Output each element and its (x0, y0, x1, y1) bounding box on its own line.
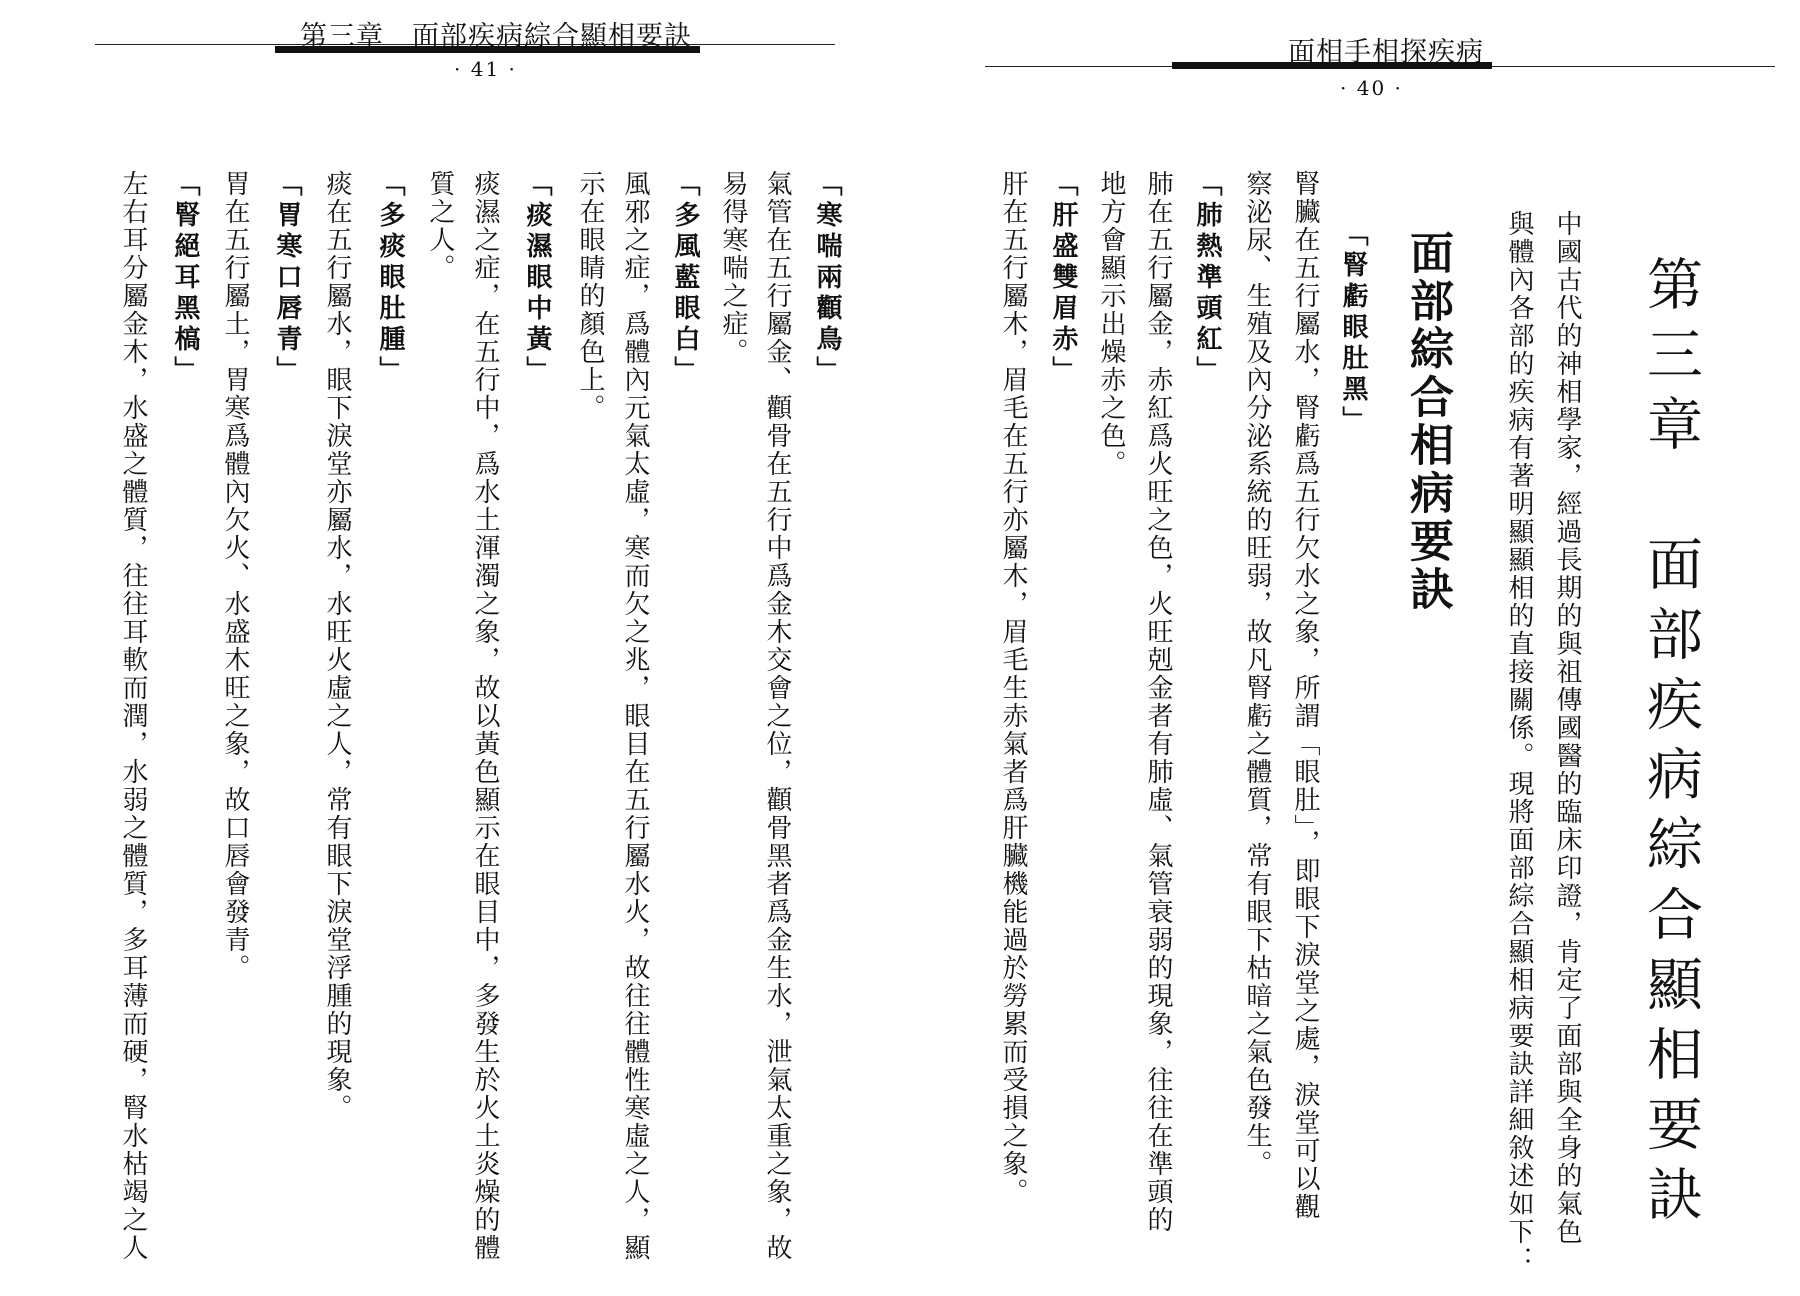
heading-phlegm-eye-swell: 「多痰眼肚腫」 (375, 170, 405, 387)
heading-cold-asthma: 「寒喘兩顴鳥」 (812, 170, 842, 387)
running-header: 面相手相探疾病 (1288, 37, 1484, 68)
chapter-title: 第三章 面部疾病綜合顯相要訣 (1638, 255, 1703, 1235)
right-page (900, 0, 1800, 1296)
heading-kidney-ear-black: 「腎絕耳黑槁」 (170, 170, 200, 387)
intro-text-line: 中國古代的神相學家，經過長期的與祖傳國醫的臨床印證，肯定了面部與全身的氣色 (1552, 210, 1582, 1246)
body-text-line: 氣管在五行屬金、顴骨在五行中爲金木交會之位，顴骨黑者爲金生水，泄氣太重之象，故 (762, 170, 792, 1262)
body-text-line: 痰在五行屬水，眼下淚堂亦屬水，水旺火虛之人，常有眼下淚堂浮腫的現象。 (322, 170, 352, 1122)
body-text-line: 左右耳分屬金木，水盛之體質，往往耳軟而潤，水弱之體質，多耳薄而硬，腎水枯竭之人 (118, 170, 148, 1262)
intro-text-line: 與體內各部的疾病有著明顯顯相的直接關係。現將面部綜合顯相病要訣詳細敘述如下： (1504, 210, 1534, 1274)
body-text-line: 胃在五行屬土，胃寒爲體內欠火、水盛木旺之象，故口唇會發青。 (220, 170, 250, 982)
heading-damp-eye-yellow: 「痰濕眼中黃」 (522, 170, 552, 387)
page-number: · 40 · (1340, 76, 1403, 100)
heading-stomach-lip-blue: 「胃寒口唇青」 (272, 170, 302, 387)
body-text-line: 示在眼睛的顏色上。 (575, 170, 605, 422)
body-text-line: 肺在五行屬金，赤紅爲火旺之色，火旺剋金者有肺虛、氣管衰弱的現象，往往在準頭的 (1143, 170, 1173, 1234)
heading-kidney-eye-black: 「腎虧眼肚黑」 (1338, 220, 1368, 437)
body-text-line: 察泌尿、生殖及內分泌系統的旺弱，故凡腎虧之體質，常有眼下枯暗之氣色發生。 (1242, 170, 1272, 1178)
heading-liver-brow-red: 「肝盛雙眉赤」 (1048, 170, 1078, 387)
body-text-line: 地方會顯示出燥赤之色。 (1096, 170, 1126, 478)
running-header: 第三章 面部疾病綜合顯相要訣 (300, 21, 692, 52)
body-text-line: 易得寒喘之症。 (718, 170, 748, 366)
heading-wind-eye-white: 「多風藍眼白」 (670, 170, 700, 387)
body-text-line: 腎臟在五行屬水，腎虧爲五行欠水之象，所謂「眼肚」，即眼下淚堂之處，淚堂可以觀 (1290, 170, 1320, 1221)
body-text-line: 痰濕之症，在五行中，爲水土渾濁之象，故以黃色顯示在眼目中，多發生於火土炎燥的體 (470, 170, 500, 1262)
body-text-line: 肝在五行屬木，眉毛在五行亦屬木，眉毛生赤氣者爲肝臟機能過於勞累而受損之象。 (998, 170, 1028, 1206)
section-title: 面部綜合相病要訣 (1402, 230, 1453, 614)
body-text-line: 風邪之症，爲體內元氣太虛，寒而欠之兆，眼目在五行屬水火，故往往體性寒虛之人，顯 (620, 170, 650, 1262)
body-text-line: 質之人。 (425, 170, 455, 282)
page-number: · 41 · (454, 57, 517, 81)
heading-lung-nose-red: 「肺熱準頭紅」 (1192, 170, 1222, 387)
